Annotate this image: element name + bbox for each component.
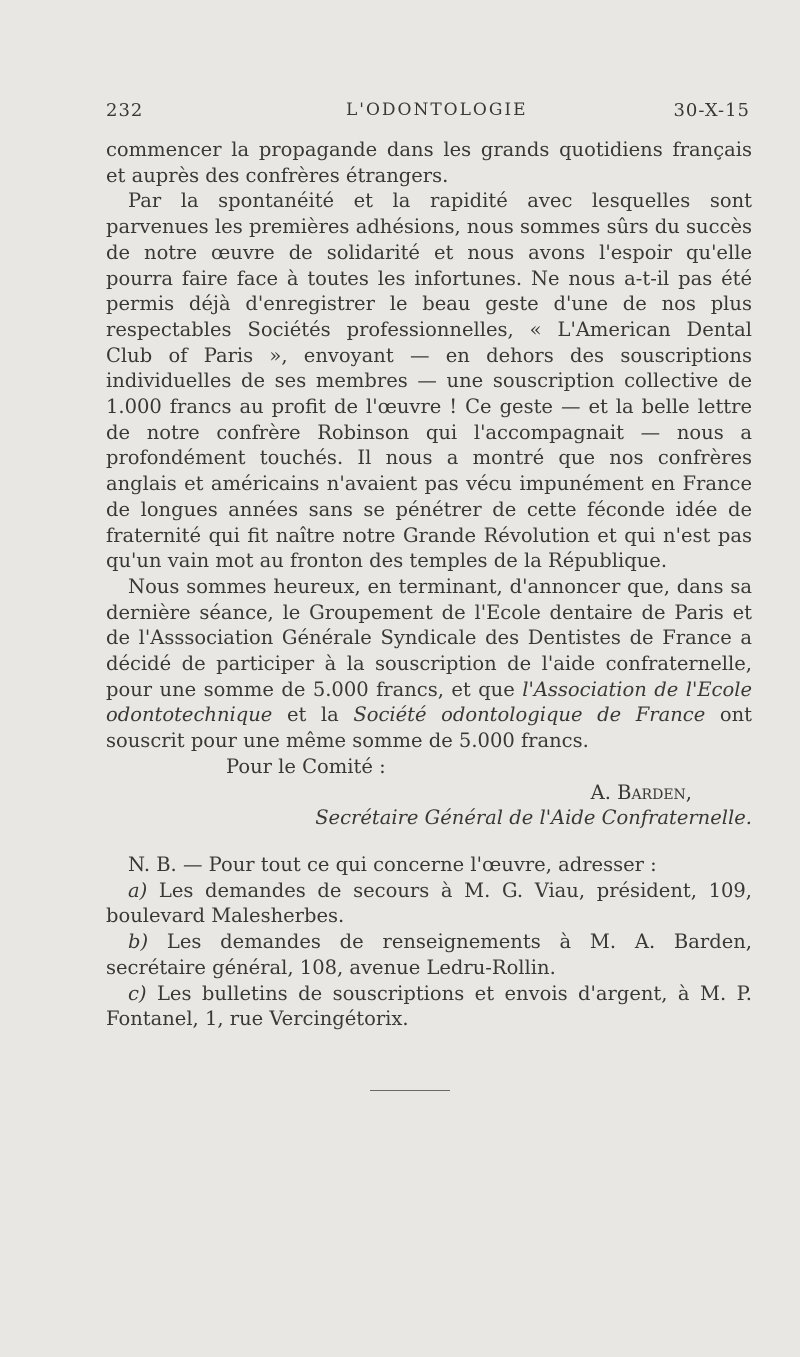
item-a <box>106 878 752 929</box>
signature-name: A. Barden, <box>590 780 692 804</box>
society-name: Société odontologique de France <box>353 703 706 727</box>
item-c-text: Les bulletins de souscriptions et envois d'argent, à M. P. Fontanel, 1, rue Vercingétorix. <box>106 981 752 1031</box>
article-body <box>106 137 752 1032</box>
paragraph-2: Par la spontanéité et la rapidité avec lesquelles sont parvenues les premières adhésions, nous sommes sûrs du succès de notre œuvre de solidarité et nous avons l'espoir qu'elle pourra faire face à toutes les infortunes. Ne nous a-t-il pas été permis déjà d'enregistrer le beau geste d'une de nos plus respectables Sociétés professionnelles, « L'American Dental Club of Paris », envoyant — en dehors des souscriptions individuelles de ses membres — une souscription collective de 1.000 francs au profit de l'œuvre ! Ce geste — et la belle lettre de notre confrère Robinson qui l'accompagnait — nous a profondément touchés. Il nous a montré que nos confrères anglais et américains n'avaient pas vécu impunément en France de longues années sans se pénétrer de cette féconde idée de fraternité qui fit naître notre Grande Révolution et qui n'est pas qu'un vain mot au fronton des temples de la République. <box>106 189 752 573</box>
item-c <box>106 981 752 1032</box>
item-b <box>106 929 752 980</box>
item-a-text: Les demandes de secours à M. G. Viau, président, 109, boulevard Malesherbes. <box>106 878 752 928</box>
paragraph-3-text-b: et la <box>272 703 354 727</box>
paragraph-3-text-c: ont souscrit pour une même somme de 5.000 francs. <box>106 703 752 753</box>
item-a-label: a) <box>128 878 148 902</box>
paragraph-3-text-a: Nous sommes heureux, en terminant, d'annoncer que, dans sa dernière séance, le Groupement de l'Ecole dentaire de Paris et de l'Asssociation Générale Syndicale des Dentistes de France a décidé de participer à la souscription de l'aide confraternelle, pour une somme de 5.000 francs, et que <box>106 574 752 701</box>
signature-title: Secrétaire Général de l'Aide Confraternelle. <box>315 806 752 830</box>
section-divider <box>370 1090 450 1091</box>
item-b-text: Les demandes de renseignements à M. A. Barden, secrétaire général, 108, avenue Ledru-Rollin. <box>106 930 752 979</box>
issue-date: 30-X-15 <box>673 100 750 121</box>
item-b-label: b) <box>128 930 149 954</box>
item-c-label: c) <box>128 981 147 1005</box>
paragraph-1: commencer la propagande dans les grands quotidiens français et auprès des confrères étrangers. <box>106 138 752 187</box>
running-title: L'ODONTOLOGIE <box>346 100 528 120</box>
running-header <box>106 100 750 128</box>
association-name: l'Association de l'Ecole odontotechnique <box>106 677 752 727</box>
nota-bene: N. B. — Pour tout ce qui concerne l'œuvre, adresser : <box>128 852 657 876</box>
paragraph-3 <box>106 574 752 754</box>
page-number: 232 <box>106 100 144 121</box>
pour-le-comite: Pour le Comité : <box>226 754 386 778</box>
